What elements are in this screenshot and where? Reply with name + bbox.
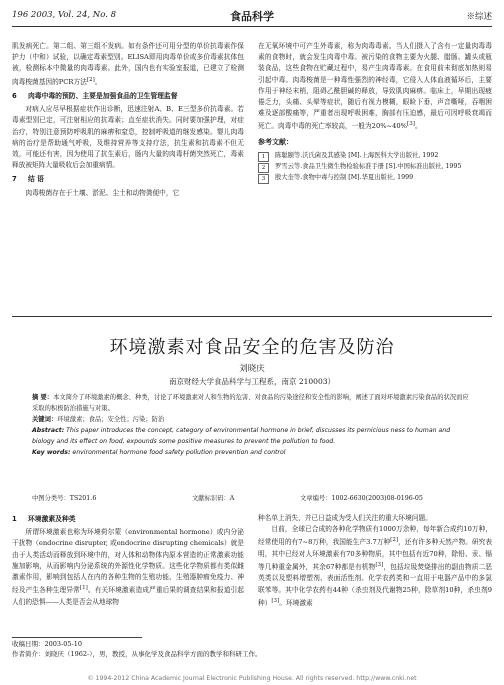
citation: [2] [390, 537, 399, 544]
prev-article-left-column [12, 41, 244, 199]
body-right-paragraph-1: 种名单上消失，并已日益成为受人们关注的重大环境问题。 [258, 514, 432, 522]
received-date: 收稿日期：2003-05-10 [12, 640, 82, 648]
section-6-heading: 6 肉毒中毒的预防、主要是加强食品的卫生管理监督 [12, 92, 178, 101]
article-title: 环境激素对食品安全的危害及防治 [109, 337, 395, 358]
journal-name: 食品科学 [230, 10, 274, 23]
prev-article-right-column [258, 41, 492, 184]
citation: [1] [79, 585, 88, 592]
footnote-rule [12, 637, 142, 638]
section-7-heading: 7 结 语 [12, 175, 44, 184]
page-header [12, 8, 492, 24]
copyright-line: © 1994-2012 China Academic Journal Electronic Publishing House. All rights reserved. http://www.cnki.net [87, 675, 417, 682]
prev-right-paragraph: 在无氧环境中可产生外毒素，称为肉毒毒素。当人们摄入了含有一定量肉毒毒素的食物时，就会发生肉毒中毒。被污染的食物主要为火腿、腊肠、罐头或瓶装食品，这些食物在贮藏过程中，易产生肉毒毒素。在食用前未彻底加热则易引起中毒。肉毒梭菌是一种毒性强烈的神经毒，它侵入人体血液循环后，主要作用于神经末梢，阻碍乙酰胆碱的释放，导致肌肉麻痹。临床上，早期出现疲倦乏力，头痛、头晕等症状，随后有视力模糊，眼睑下垂，声音嘶哑，吞咽困难及逐部酸痛等，严重者出现呼吸困难，胸部有压迫感，最后可因呼吸衰竭而死亡。肉毒中毒的死亡率较高，一般为20%~40%[3]。 [258, 42, 492, 131]
reference-item: 3 殷大奎等.食物中毒与控制 [M].华夏出版社, 1999 [258, 173, 492, 184]
citation: [3] [407, 121, 415, 128]
citation: [2] [86, 76, 95, 83]
document-code: 文献标识码：A [192, 495, 235, 502]
section-tag: ※综述 [466, 12, 492, 22]
article-number: 文章编号：1002-6630(2003)08-0196-05 [300, 495, 423, 502]
citation: [3] [271, 597, 280, 604]
body-right-paragraph-2: 目前，全球已合成的各种化学物质有1000万余种，每年新合成约10万种，经常使用的有7~8万种，我国能生产3.7万种[2]，还有许多种天然产物。研究表明，其中已经对人环境激素有70多种物质，其中包括有近70种，除铅、汞、镉等几种重金属外，其余67种都是有机物[3]，包括垃圾焚烧排出的副由物质二恶英类以及塑料增塑剂、表面活性剂、化学农药类和一直用于电器产品中的多氯联苯等。其中化学农药有44种（杀虫剂及代谢物25种，除草剂10种，杀虫剂9种）[3]。环境激素 [258, 525, 493, 608]
article-right-column [258, 513, 492, 609]
abstract-block [32, 392, 472, 458]
abstract-cn: 摘 要：本文简介了环境激素的概念、种类，讨论了环境激素对人和生物的危害、对食品的污染途径和安全性的影响，阐述了面对环境激素污染食品的状况而应采取的积极防治措施与对策。 [32, 394, 469, 412]
section-1-heading: 1 环境激素及种类 [12, 515, 76, 523]
author-bio: 作者简介：刘晓庆（1962-），男，教授，从事化学及食品科学方面的教学和科研工作。 [12, 650, 262, 658]
footnote [12, 639, 262, 659]
keywords-en: Key words: environmental hormone food safety pollution prevention and control [32, 449, 286, 456]
article-separator [12, 316, 492, 317]
body-paragraph-1: 所谓环境激素也称为环境荷尔蒙（environmental hormone）或内分泌干扰物（endocrine disrupter, 或endocrine disrupting chemicals）就是由于人类活动而释放到环境中的，对人体和动物体内原本营造的正常激素功能施加影响，从而影响内分泌系统的外源性化学物质。这些化学物质都有类似雌激素作用，影响到包括人在内的各种生物的生殖功能、生殖器肿瘤免疫力、神经及产生各种生理异常[1]。有关环境激素造成严重后果的调查结果和报道引起人们的恐惧——人类是否会从地球物 [12, 528, 244, 606]
page-info: 196 2003, Vol. 24, No. 8 [12, 10, 116, 20]
prev-paragraph-2: 对病人应尽早根据症状作出诊断，迅速注射A、B、E三型多价抗毒素。若毒素型别已定，可注射相应的抗毒素；直至症状消失。同时要加强护理，对症治疗，特别注意预防呼吸肌的麻痹和窒息，控制呼吸道的继发感染。婴儿肉毒病的治疗是帮助通气呼吸，及维持营养等支持疗法，抗生素和抗毒素不但无效，可能还有害，因为使用了抗生素后，肠内大量的肉毒杆菌突然死亡，毒素释放被矩阵大量吸收后会加重病情。 [12, 105, 244, 170]
prev-paragraph-3: 肉毒梭菌存在于土壤、淤泥、尘土和动物粪便中，它 [25, 188, 180, 197]
citation: [3] [375, 562, 384, 569]
reference-item: 1 陈聪颐等.沃氏菌及其感染 [M].上海医科大学出版社, 1992 [258, 151, 492, 162]
clc-number: 中图分类号：TS201.6 [32, 495, 97, 502]
article-left-column [12, 511, 244, 608]
abstract-en: Abstract: This paper introduces the concept, category of environmental hormone in brief, discusses its pernicious ness to human and biology and its effect on food, expounds some positive measures to prevent the pollution to food. [32, 427, 451, 445]
article-author: 刘晓庆 [239, 364, 265, 374]
keywords-cn: 关键词：环境激素；食品；安全性；污染；防治 [32, 416, 165, 423]
prev-paragraph-1: 肌发病死亡。第二组、第三组不发病。如有条件还可用分型的单价抗毒素作保护力（中和）试验，以确定毒素型别。ELISA即用肉毒单价或多价毒素抗体包被，检测标本中微量的肉毒毒素。此外，国内也有实验室报道，已建立了检测肉毒梭菌基因的PCR方法[2]。 [12, 42, 244, 86]
references-heading: 参考文献： [258, 137, 293, 146]
header-rule [12, 26, 492, 27]
article-affiliation: 南京财经大学食品科学与工程系，南京 210003） [168, 377, 335, 386]
reference-item: 2 罗雪云等.食品卫生微生物检验标准手册 [S].中国标准出版社, 1995 [258, 162, 492, 173]
